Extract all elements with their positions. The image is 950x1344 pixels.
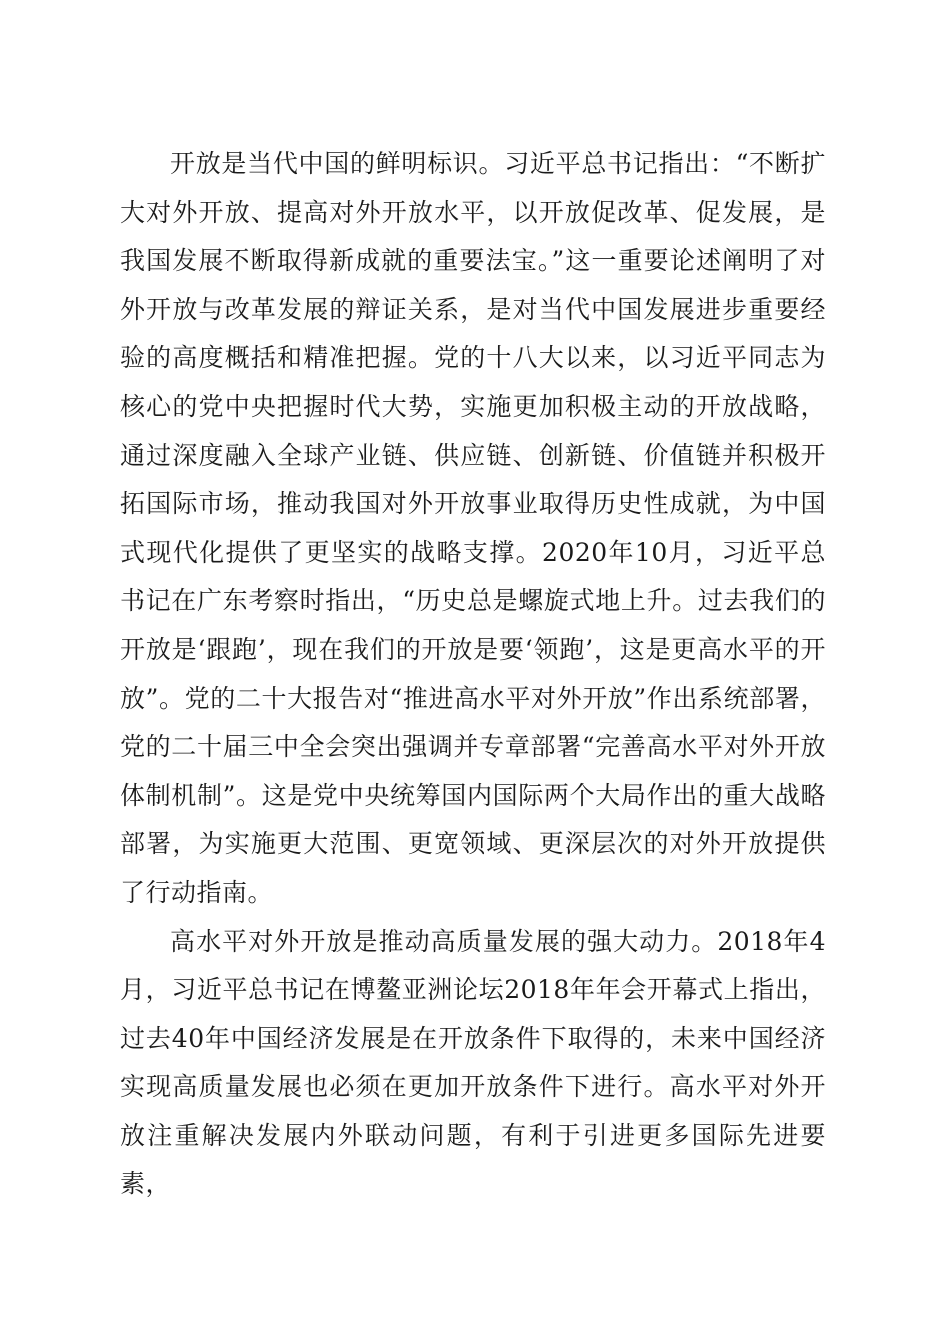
paragraph-2-text: 2018年4月，习近平总书记在博鳌亚洲论坛2018年年会开幕式上指出，过去40年中国经济发展是在开放条件下取得的，未来中国经济实现高质量发展也必须在更加开放条件下进行。高水平对外开放注重解决发展内外联动问题，有利于引进更多国际先进要素， [120,926,826,1199]
paragraph-2-lead: 高水平对外开放是推动高质量发展的强大动力。 [170,926,718,956]
paragraph-1-lead: 开放是当代中国的鲜明标识。 [170,149,505,178]
body-text [120,140,826,1209]
paragraph-1-text: 习近平总书记指出：“不断扩大对外开放、提高对外开放水平，以开放促改革、促发展，是我国发展不断取得新成就的重要法宝。”这一重要论述阐明了对外开放与改革发展的辩证关系，是对当代中国发展进步重要经验的高度概括和精准把握。党的十八大以来，以习近平同志为核心的党中央把握时代大势，实施更加积极主动的开放战略，通过深度融入全球产业链、供应链、创新链、价值链并积极开拓国际市场，推动我国对外开放事业取得历史性成就，为中国式现代化提供了更坚实的战略支撑。2020年10月，习近平总书记在广东考察时指出，“历史总是螺旋式地上升。过去我们的开放是‘跟跑’，现在我们的开放是要‘领跑’，这是更高水平的开放”。党的二十大报告对“推进高水平对外开放”作出系统部署，党的二十届三中全会突出强调并专章部署“完善高水平对外开放体制机制”。这是党中央统筹国内国际两个大局作出的重大战略部署，为实施更大范围、更宽领域、更深层次的对外开放提供了行动指南。 [120,149,826,907]
paragraph-1 [120,140,826,918]
paragraph-2 [120,918,826,1210]
